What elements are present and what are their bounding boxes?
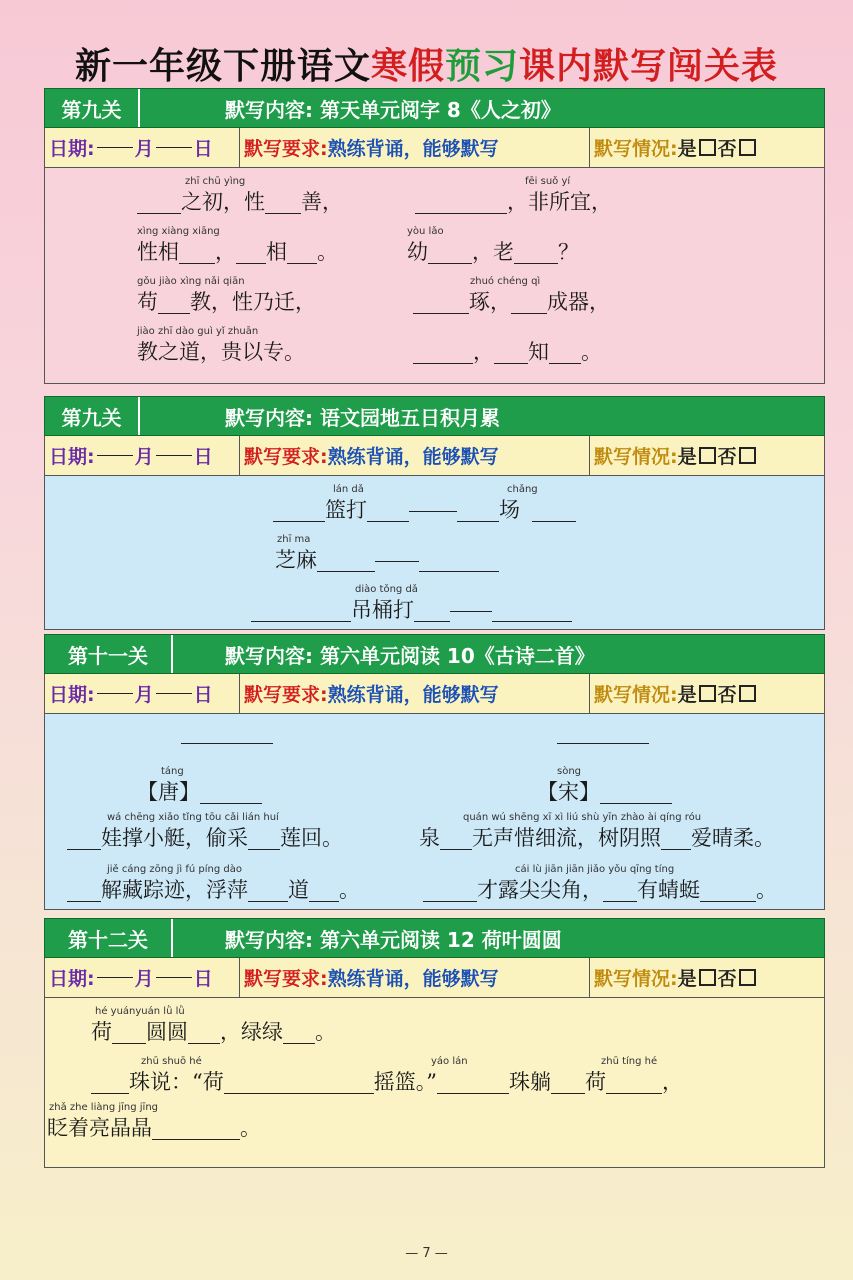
text-line (47, 1116, 261, 1140)
yes-label: 是 (677, 138, 697, 160)
text-line (251, 598, 572, 622)
situation-cell (590, 128, 824, 167)
req-value: 熟练背诵，能够默写 (327, 968, 499, 990)
no-label: 否 (717, 684, 737, 706)
text: ，非所宜， (507, 190, 612, 214)
pinyin: fēi suǒ yí (525, 176, 571, 187)
pinyin: xìng xiàng xiāng (137, 226, 220, 237)
text-line: 教之道，贵以专。 (137, 340, 305, 364)
date-cell (45, 958, 240, 997)
text-line (137, 190, 343, 214)
situation-cell (590, 958, 824, 997)
text-line (413, 290, 610, 314)
answer-blank[interactable] (158, 291, 190, 314)
yes-checkbox[interactable] (699, 685, 716, 702)
pinyin: wá chēng xiǎo tǐng tōu cǎi lián huí (107, 812, 279, 823)
answer-blank[interactable] (317, 549, 375, 572)
pinyin: zhuó chéng qì (470, 276, 541, 287)
day-label: 日 (193, 138, 213, 160)
answer-blank[interactable] (137, 191, 181, 214)
answer-blank[interactable] (273, 499, 325, 522)
no-label: 否 (717, 138, 737, 160)
pinyin: yáo lán (431, 1056, 468, 1067)
poem-title-blank[interactable] (557, 721, 649, 744)
section-body (44, 714, 825, 910)
section-body (44, 998, 825, 1168)
text: 莲回。 (280, 826, 343, 850)
answer-blank[interactable] (661, 827, 691, 850)
answer-blank[interactable] (440, 827, 472, 850)
answer-blank[interactable] (494, 341, 528, 364)
date-label: 日期: (49, 968, 95, 990)
situation-cell (590, 674, 824, 713)
pinyin: lán dǎ (333, 484, 364, 495)
requirement-row (44, 674, 825, 714)
pinyin: hé yuányuán lǜ lǜ (95, 1006, 185, 1017)
day-label: 日 (193, 684, 213, 706)
month-label: 月 (134, 138, 154, 160)
page-number: — 7 — (405, 1246, 448, 1261)
answer-blank[interactable] (179, 241, 215, 264)
answer-blank[interactable] (437, 1071, 509, 1094)
text: 泉 (419, 826, 440, 850)
answer-blank[interactable] (236, 241, 266, 264)
date-label: 日期: (49, 138, 95, 160)
answer-blank[interactable] (188, 1021, 220, 1044)
section-3 (44, 634, 825, 910)
text-line (91, 1070, 683, 1094)
requirement-cell (240, 958, 590, 997)
text: 荷 (585, 1070, 606, 1094)
text-line (137, 780, 262, 804)
text: 摇篮。” (373, 1070, 437, 1094)
date-label: 日期: (49, 446, 95, 468)
text-line (415, 190, 612, 214)
no-label: 否 (717, 446, 737, 468)
text: 无声惜细流，树阴照 (472, 826, 661, 850)
section-header (44, 918, 825, 958)
text-line (537, 780, 672, 804)
requirement-row (44, 958, 825, 998)
text: 。 (756, 878, 777, 902)
answer-blank[interactable] (200, 781, 262, 804)
yes-checkbox[interactable] (699, 447, 716, 464)
pinyin: zhū tíng hé (601, 1056, 658, 1067)
answer-blank[interactable] (367, 499, 409, 522)
text: 善， (301, 190, 343, 214)
section-1 (44, 88, 825, 384)
sit-key: 默写情况: (594, 446, 678, 468)
title-line (181, 720, 273, 744)
pinyin: zhī ma (277, 534, 311, 545)
date-cell (45, 436, 240, 475)
text: 吊桶打 (351, 598, 414, 622)
text: 幼 (407, 240, 428, 264)
no-label: 否 (717, 968, 737, 990)
pinyin: chǎng (507, 484, 538, 495)
answer-blank[interactable] (413, 291, 469, 314)
answer-blank[interactable] (600, 781, 672, 804)
answer-blank[interactable] (283, 1021, 315, 1044)
sit-key: 默写情况: (594, 684, 678, 706)
text: ，绿绿 (220, 1020, 283, 1044)
text: 【宋】 (537, 780, 600, 804)
req-value: 熟练背诵，能够默写 (327, 138, 499, 160)
section-header (44, 396, 825, 436)
text: ， (662, 1070, 683, 1094)
text: 珠说：“荷 (129, 1070, 224, 1094)
text: 荷 (91, 1020, 112, 1044)
answer-blank[interactable] (532, 499, 576, 522)
month-label: 月 (134, 446, 154, 468)
blank[interactable] (97, 147, 133, 148)
blank[interactable] (97, 455, 133, 456)
answer-blank[interactable] (112, 1021, 146, 1044)
req-key: 默写要求: (244, 968, 328, 990)
text: 成器， (547, 290, 610, 314)
content-label: 默写内容: 第天单元阅字 8《人之初》 (225, 97, 561, 122)
text: 场 (499, 498, 520, 522)
answer-blank[interactable] (251, 599, 351, 622)
text: 解藏踪迹，浮萍 (101, 878, 248, 902)
yes-checkbox[interactable] (699, 969, 716, 986)
text: ？ (558, 240, 579, 264)
pinyin: yòu lǎo (407, 226, 444, 237)
section-2 (44, 396, 825, 630)
pinyin: sòng (557, 766, 582, 777)
text: 教，性乃迁， (190, 290, 316, 314)
req-value: 熟练背诵，能够默写 (327, 684, 499, 706)
content-label: 默写内容: 第六单元阅读 10《古诗二首》 (225, 643, 595, 668)
text: 知 (528, 340, 549, 364)
req-value: 熟练背诵，能够默写 (327, 446, 499, 468)
text: 苟 (137, 290, 158, 314)
text: 。 (315, 1020, 336, 1044)
sit-key: 默写情况: (594, 968, 678, 990)
no-checkbox[interactable] (739, 139, 756, 156)
answer-blank[interactable] (419, 549, 499, 572)
text-line (419, 826, 775, 850)
text-line (137, 240, 338, 264)
text: 道 (288, 878, 309, 902)
date-cell (45, 674, 240, 713)
level-label: 第九关 (45, 89, 140, 127)
text: 才露尖尖角， (477, 878, 603, 902)
answer-blank[interactable] (248, 879, 288, 902)
pinyin: jiào zhī dào guì yǐ zhuān (137, 326, 259, 337)
text-line (413, 340, 602, 364)
text: 。 (240, 1116, 261, 1140)
requirement-row (44, 128, 825, 168)
text: 有蜻蜓 (637, 878, 700, 902)
text: 。 (581, 340, 602, 364)
blank[interactable] (97, 693, 133, 694)
page-title (0, 38, 853, 89)
text-line (137, 290, 316, 314)
answer-blank[interactable] (67, 827, 101, 850)
answer-blank[interactable] (309, 879, 339, 902)
pinyin: quán wú shēng xī xì liú shù yīn zhào ài qíng róu (463, 812, 702, 823)
text: ， (215, 240, 236, 264)
pinyin: gǒu jiào xìng nǎi qiān (137, 276, 245, 287)
text-line (275, 548, 499, 572)
answer-blank[interactable] (287, 241, 317, 264)
yes-label: 是 (677, 968, 697, 990)
yes-label: 是 (677, 446, 697, 468)
text: 圆圆 (146, 1020, 188, 1044)
answer-blank[interactable] (428, 241, 472, 264)
answer-blank[interactable] (414, 599, 450, 622)
title-line (557, 720, 649, 744)
section-body (44, 476, 825, 630)
date-cell (45, 128, 240, 167)
text-line (67, 878, 360, 902)
answer-blank[interactable] (224, 1071, 374, 1094)
yes-checkbox[interactable] (699, 139, 716, 156)
pinyin: cái lù jiān jiān jiǎo yǒu qīng tíng (515, 864, 675, 875)
text-line (273, 498, 576, 522)
date-label: 日期: (49, 684, 95, 706)
answer-blank[interactable] (415, 191, 507, 214)
answer-blank[interactable] (91, 1071, 129, 1094)
text: ， (473, 340, 494, 364)
text: 篮打 (325, 498, 367, 522)
text-line (407, 240, 579, 264)
no-checkbox[interactable] (739, 969, 756, 986)
text: 琢， (469, 290, 511, 314)
answer-blank[interactable] (511, 291, 547, 314)
text: 。 (317, 240, 338, 264)
answer-blank[interactable] (700, 879, 756, 902)
req-key: 默写要求: (244, 684, 328, 706)
req-key: 默写要求: (244, 446, 328, 468)
pinyin: jiě cáng zōng jì fú píng dào (107, 864, 242, 875)
answer-blank[interactable] (67, 879, 101, 902)
answer-blank[interactable] (248, 827, 280, 850)
title-part-2: 寒假 (370, 46, 445, 87)
req-key: 默写要求: (244, 138, 328, 160)
requirement-cell (240, 674, 590, 713)
section-4 (44, 918, 825, 1168)
text: ，老 (472, 240, 514, 264)
day-label: 日 (193, 446, 213, 468)
pinyin: zhǎ zhe liàng jīng jīng (49, 1102, 159, 1113)
answer-blank[interactable] (606, 1071, 662, 1094)
requirement-row (44, 436, 825, 476)
answer-blank[interactable] (265, 191, 301, 214)
level-label: 第九关 (45, 397, 140, 435)
answer-blank[interactable] (551, 1071, 585, 1094)
answer-blank[interactable] (413, 341, 473, 364)
text: 性相 (137, 240, 179, 264)
answer-blank[interactable] (603, 879, 637, 902)
text: 眨着亮晶晶 (47, 1116, 152, 1140)
month-label: 月 (134, 684, 154, 706)
title-part-4: 课内默写闯关表 (519, 46, 779, 87)
poem-title-blank[interactable] (181, 721, 273, 744)
blank[interactable] (156, 147, 192, 148)
section-header (44, 634, 825, 674)
content-label: 默写内容: 语文园地五日积月累 (225, 405, 500, 430)
answer-blank[interactable] (152, 1117, 240, 1140)
pinyin: diào tǒng dǎ (355, 584, 418, 595)
level-label: 第十一关 (45, 635, 173, 673)
level-label: 第十二关 (45, 919, 173, 957)
no-checkbox[interactable] (739, 447, 756, 464)
text: 相 (266, 240, 287, 264)
pinyin: zhī chū yìng (185, 176, 246, 187)
requirement-cell (240, 436, 590, 475)
blank[interactable] (156, 693, 192, 694)
answer-blank[interactable] (514, 241, 558, 264)
text: 。 (339, 878, 360, 902)
text: 爱晴柔。 (691, 826, 775, 850)
answer-blank[interactable] (423, 879, 477, 902)
section-header (44, 88, 825, 128)
requirement-cell (240, 128, 590, 167)
title-part-3: 预习 (445, 46, 520, 87)
day-label: 日 (193, 968, 213, 990)
sit-key: 默写情况: (594, 138, 678, 160)
situation-cell (590, 436, 824, 475)
answer-blank[interactable] (457, 499, 499, 522)
blank[interactable] (97, 977, 133, 978)
answer-blank[interactable] (492, 599, 572, 622)
content-label: 默写内容: 第六单元阅读 12 荷叶圆圆 (225, 927, 562, 952)
text: 【唐】 (137, 780, 200, 804)
pinyin: táng (161, 766, 184, 777)
pinyin: zhū shuō hé (141, 1056, 202, 1067)
blank[interactable] (156, 977, 192, 978)
section-body (44, 168, 825, 384)
text: 珠躺 (509, 1070, 551, 1094)
no-checkbox[interactable] (739, 685, 756, 702)
text: 芝麻 (275, 548, 317, 572)
yes-label: 是 (677, 684, 697, 706)
text: 之初，性 (181, 190, 265, 214)
answer-blank[interactable] (549, 341, 581, 364)
text-line (67, 826, 343, 850)
text-line (423, 878, 777, 902)
text-line (91, 1020, 336, 1044)
blank[interactable] (156, 455, 192, 456)
month-label: 月 (134, 968, 154, 990)
text: 娃撑小艇，偷采 (101, 826, 248, 850)
title-part-1: 新一年级下册语文 (74, 46, 371, 87)
